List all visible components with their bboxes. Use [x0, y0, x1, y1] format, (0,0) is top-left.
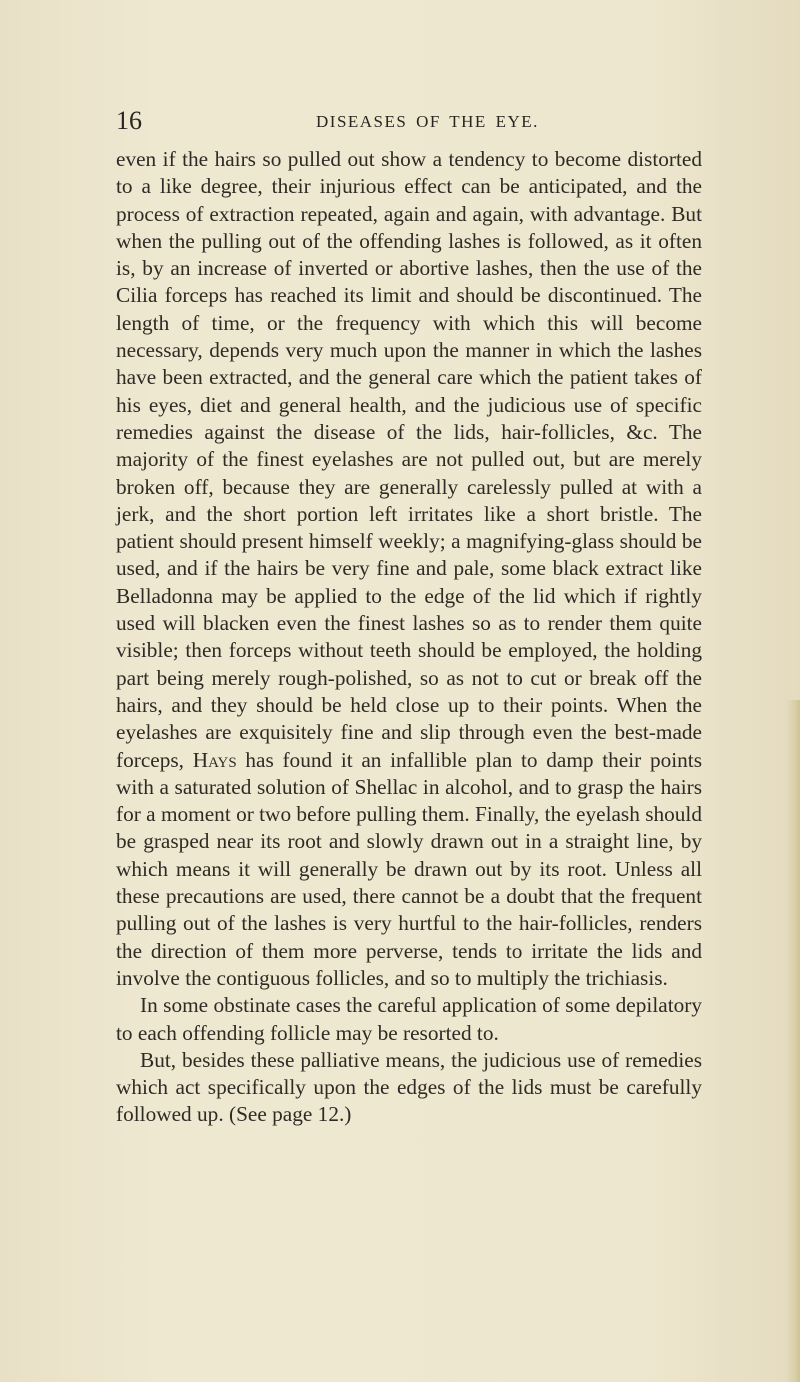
- running-title: DISEASES OF THE EYE.: [316, 112, 539, 131]
- page-number: 16: [116, 106, 142, 135]
- paragraph-1-text-a: even if the hairs so pulled out show a tendency to become distorted to a like degree, their injurious effect can be anticipated, and the process of extraction repeated, again and again, with advantage. But when the pulling out of the offending lashes is followed, as it often is, by an increase of inverted or abortive lashes, then the use of the Cilia forceps has reached its limit and should be discontinued. The length of time, or the frequency with which this will become necessary, depends very much upon the manner in which the lashes have been extracted, and the general care which the patient takes of his eyes, diet and general health, and the judicious use of specific remedies against the disease of the lids, hair-follicles, &c. The majority of the finest eyelashes are not pulled out, but are merely broken off, because they are generally carelessly pulled at with a jerk, and the short portion left irritates like a short bristle. The patient should present himself weekly; a magnifying-glass should be used, and if the hairs be very fine and pale, some black extract like Belladonna may be applied to the edge of the lid which if rightly used will blacken even the finest lashes so as to render them quite visible; then forceps without teeth should be employed, the holding part being merely rough-polished, so as not to cut or break off the hairs, and they should be held close up to their points. When the eyelashes are exquisitely fine and slip through even the best-made forceps,: [116, 147, 702, 772]
- page-header: [116, 106, 706, 146]
- page-edge-shadow: [786, 700, 800, 1382]
- paragraph-3: But, besides these palliative means, the judicious use of remedies which act specifically upon the edges of the lids must be carefully followed up. (See page 12.): [116, 1047, 702, 1127]
- paragraph-1-text-b: has found it an infallible plan to damp their points with a saturated solution of Shellac in alcohol, and to grasp the hairs for a moment or two before pulling them. Finally, the eyelash should be grasped near its root and slowly drawn out in a straight line, by which means it will generally be drawn out by its root. Unless all these precautions are used, there cannot be a doubt that the frequent pulling out of the lashes is very hurtful to the hair-follicles, renders the direction of them more perverse, tends to irritate the lids and involve the contiguous follicles, and so to multiply the trichiasis.: [116, 747, 703, 990]
- paragraph-2: In some obstinate cases the careful application of some depilatory to each offending follicle may be resorted to.: [116, 993, 702, 1045]
- body-text: [116, 146, 702, 1129]
- paragraph-1: [116, 146, 702, 992]
- author-name-hays: Hays: [192, 747, 237, 772]
